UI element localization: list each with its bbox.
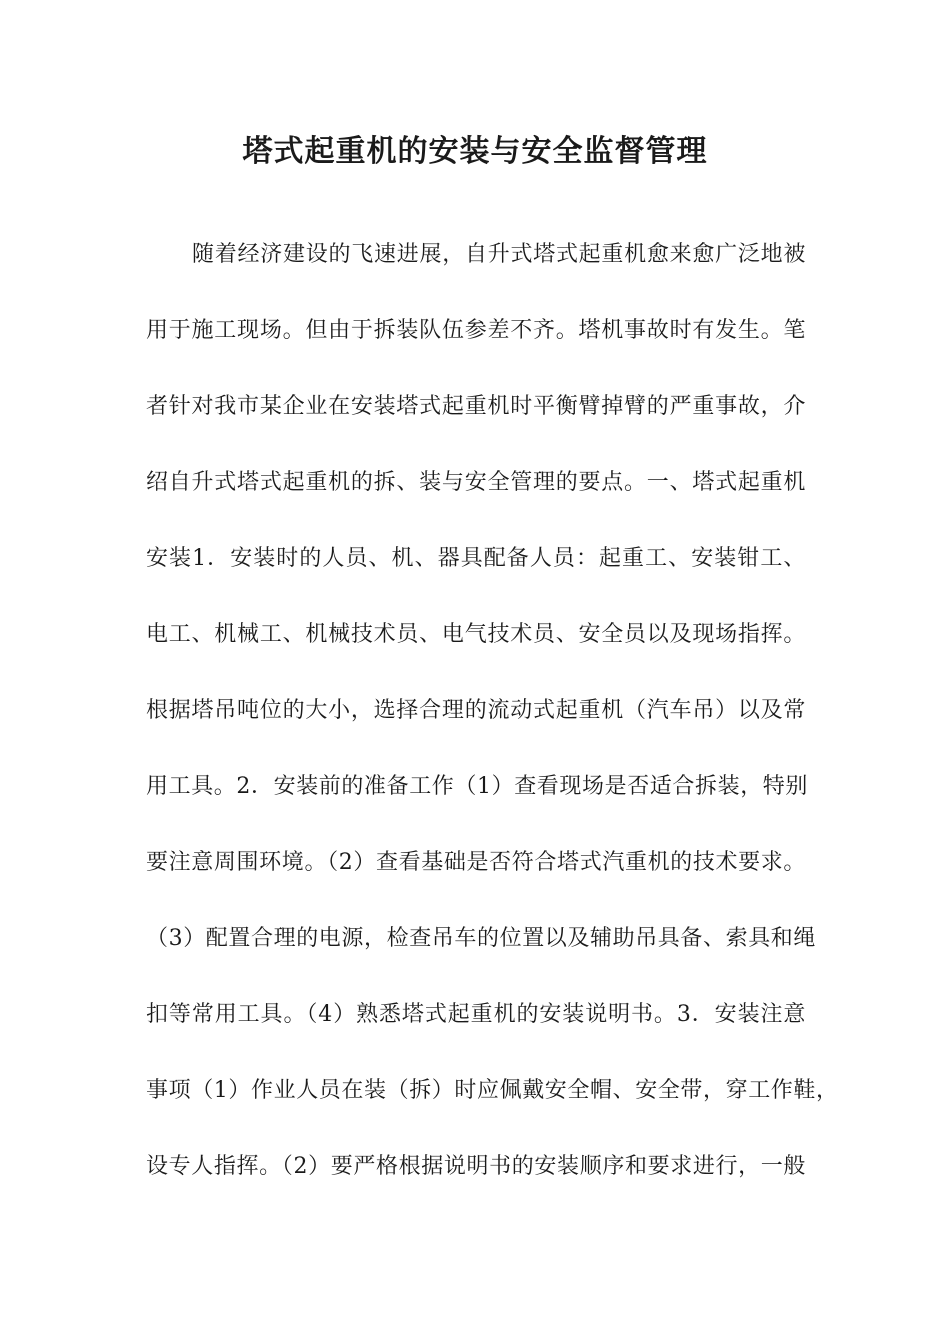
paragraph-line: 绍自升式塔式起重机的拆、装与安全管理的要点。一、塔式起重机	[146, 470, 806, 495]
paragraph-line: 电工、机械工、机械技术员、电气技术员、安全员以及现场指挥。	[146, 622, 806, 647]
paragraph-line: 根据塔吊吨位的大小，选择合理的流动式起重机（汽车吊）以及常	[146, 698, 806, 723]
paragraph-line: 设专人指挥。（2）要严格根据说明书的安装顺序和要求进行，一般	[146, 1154, 806, 1179]
paragraph-line: （3）配置合理的电源，检查吊车的位置以及辅助吊具备、索具和绳	[146, 926, 816, 951]
paragraph-line: 随着经济建设的飞速进展，自升式塔式起重机愈来愈广泛地被	[192, 242, 806, 267]
paragraph-line: 安装1．安装时的人员、机、器具配备人员：起重工、安装钳工、	[146, 546, 806, 571]
paragraph-line: 要注意周围环境。（2）查看基础是否符合塔式汽重机的技术要求。	[146, 850, 806, 875]
document-body	[146, 232, 839, 1220]
paragraph-line: 者针对我市某企业在安装塔式起重机时平衡臂掉臂的严重事故，介	[146, 394, 806, 419]
paragraph-line: 用于施工现场。但由于拆装队伍参差不齐。塔机事故时有发生。笔	[146, 318, 806, 343]
document-title: 塔式起重机的安装与安全监督管理	[242, 134, 708, 169]
paragraph-line: 用工具。2．安装前的准备工作（1）查看现场是否适合拆装，特别	[146, 774, 808, 799]
paragraph-line: 扣等常用工具。（4）熟悉塔式起重机的安装说明书。3．安装注意	[146, 1002, 806, 1027]
paragraph-line: 事项（1）作业人员在装（拆）时应佩戴安全帽、安全带，穿工作鞋，	[146, 1078, 839, 1103]
